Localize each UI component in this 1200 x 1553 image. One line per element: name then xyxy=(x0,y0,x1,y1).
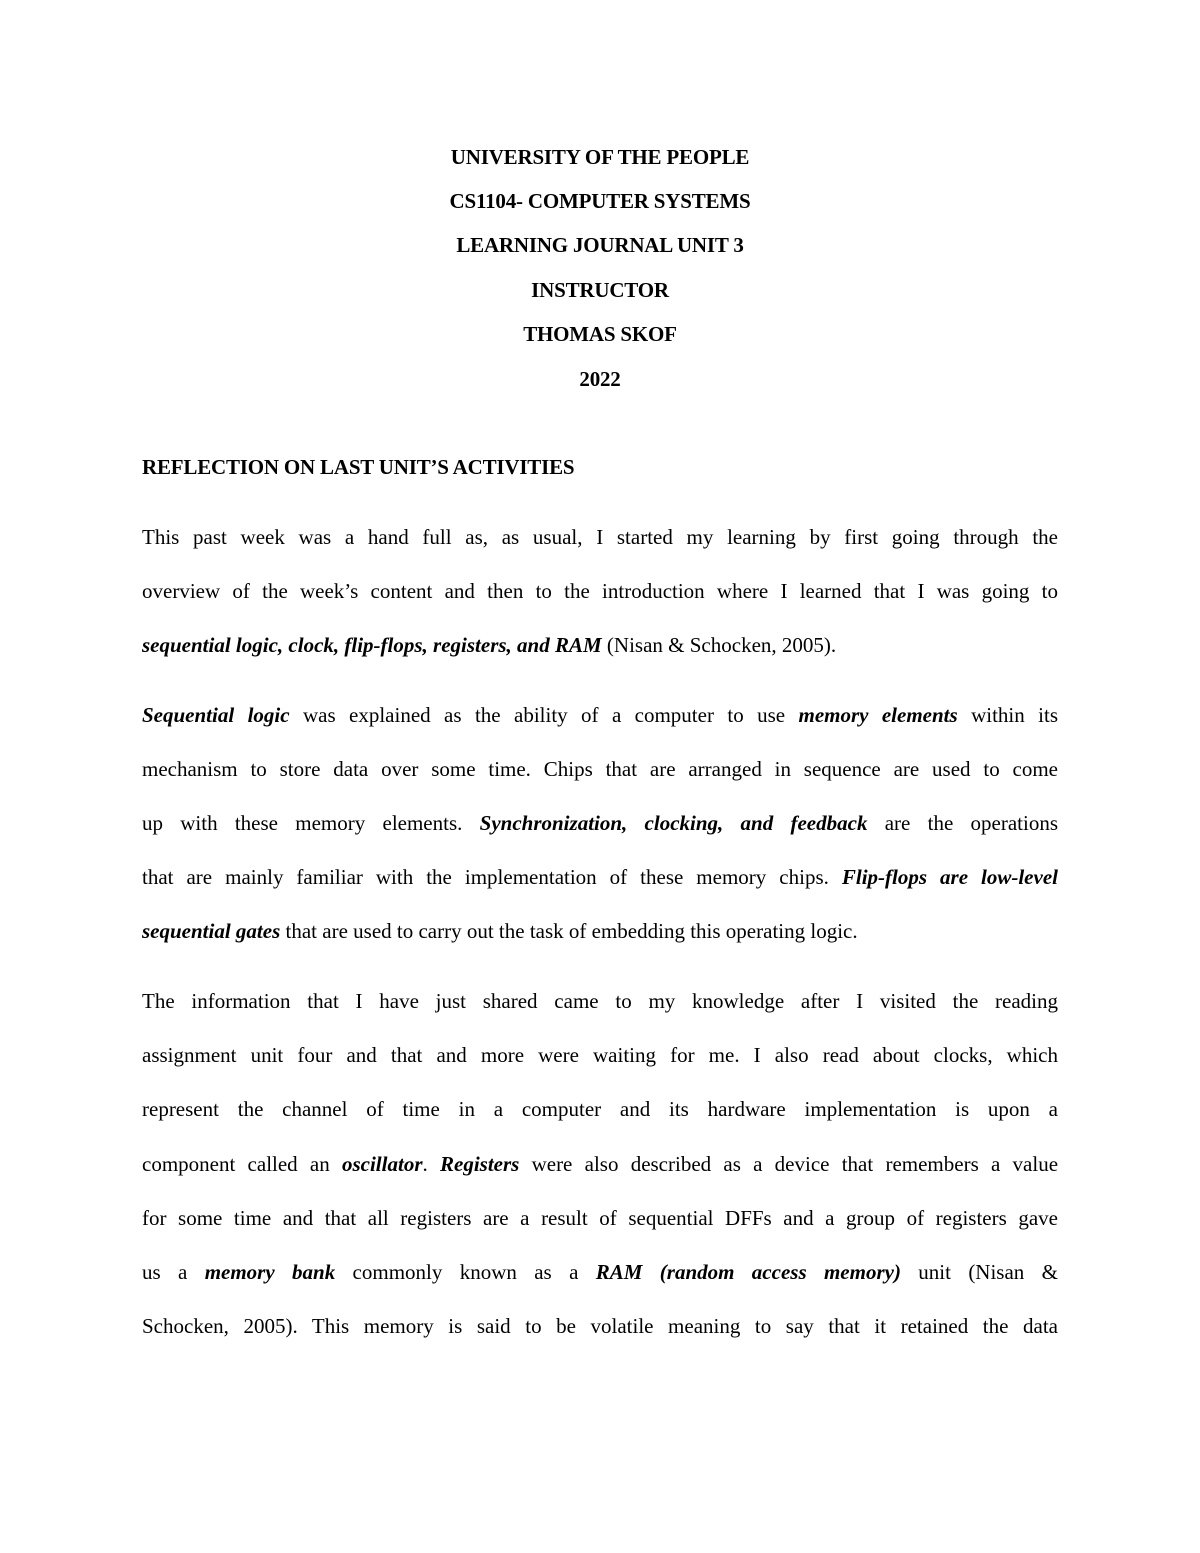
paragraph-2-line-4 xyxy=(142,863,1058,891)
body-text: (Nisan & Schocken, 2005). xyxy=(601,633,837,657)
instructor-label: INSTRUCTOR xyxy=(531,278,669,302)
paragraph-3-line-1: The information that I have just shared came to my knowledge after I visited the reading xyxy=(142,989,1058,1013)
instructor-name: THOMAS SKOF xyxy=(523,322,677,346)
emphasis-text: RAM (random access memory) xyxy=(595,1260,901,1284)
body-text: us a xyxy=(142,1260,205,1284)
body-text: are the operations xyxy=(867,811,1058,835)
paragraph-3-line-6 xyxy=(142,1258,1058,1286)
emphasis-text: Synchronization, clocking, and feedback xyxy=(479,811,868,835)
emphasis-text: sequential gates xyxy=(142,919,281,943)
emphasis-text: oscillator xyxy=(341,1152,423,1176)
paragraph-3-line-7: Schocken, 2005). This memory is said to be volatile meaning to say that it retained the data xyxy=(142,1314,1058,1338)
university-name: UNIVERSITY OF THE PEOPLE xyxy=(450,145,750,169)
assignment-title: LEARNING JOURNAL UNIT 3 xyxy=(456,233,744,257)
body-text: within its xyxy=(957,703,1058,727)
paragraph-1-line-3 xyxy=(142,631,1058,659)
course-title: CS1104- COMPUTER SYSTEMS xyxy=(449,189,751,213)
emphasis-text: sequential logic, clock, flip-flops, registers, and RAM xyxy=(142,633,602,657)
body-text: were also described as a device that remembers a value xyxy=(519,1152,1059,1176)
emphasis-text: memory bank xyxy=(204,1260,336,1284)
paragraph-3-line-2: assignment unit four and that and more were waiting for me. I also read about clocks, which xyxy=(142,1043,1058,1067)
body-text: that are mainly familiar with the implementation of these memory chips. xyxy=(142,865,842,889)
body-text: component called an xyxy=(142,1152,342,1176)
emphasis-text: memory elements xyxy=(798,703,958,727)
paragraph-2-line-5 xyxy=(142,917,1058,945)
paragraph-3-line-5: for some time and that all registers are a result of sequential DFFs and a group of registers gave xyxy=(142,1206,1058,1230)
body-text: . xyxy=(422,1152,440,1176)
section-heading: REFLECTION ON LAST UNIT’S ACTIVITIES xyxy=(142,455,575,479)
body-text: was explained as the ability of a computer to use xyxy=(289,703,799,727)
body-text: commonly known as a xyxy=(335,1260,596,1284)
body-text: that are used to carry out the task of embedding this operating logic. xyxy=(280,919,858,943)
paragraph-1-line-2: overview of the week’s content and then to the introduction where I learned that I was going to xyxy=(142,579,1058,603)
document-year: 2022 xyxy=(579,367,621,391)
emphasis-text: Registers xyxy=(440,1152,520,1176)
emphasis-text: Flip-flops are low-level xyxy=(841,865,1058,889)
paragraph-2-line-2: mechanism to store data over some time. Chips that are arranged in sequence are used to come xyxy=(142,757,1058,781)
paragraph-2-line-1 xyxy=(142,701,1058,729)
body-text: unit (Nisan & xyxy=(900,1260,1058,1284)
body-text: up with these memory elements. xyxy=(142,811,480,835)
emphasis-text: Sequential logic xyxy=(142,703,290,727)
paragraph-3-line-4 xyxy=(142,1150,1058,1178)
paragraph-3-line-3: represent the channel of time in a computer and its hardware implementation is upon a xyxy=(142,1097,1058,1121)
paragraph-1-line-1: This past week was a hand full as, as usual, I started my learning by first going through the xyxy=(142,525,1058,549)
paragraph-2-line-3 xyxy=(142,809,1058,837)
